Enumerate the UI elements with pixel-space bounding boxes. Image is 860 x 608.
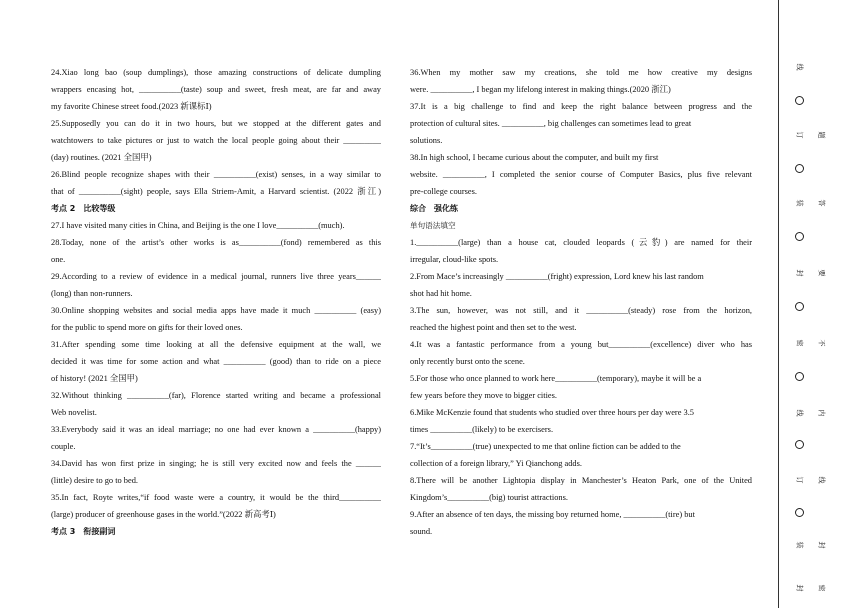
text-line: 24.Xiao long bao (soup dumplings), those amazing constructions of delicate dumpling [51,68,381,77]
text-line: sound. [410,527,433,536]
text-line: couple. [51,442,76,451]
text-line: for the public to spend more on gifts for their loved ones. [51,323,243,332]
section-heading: 考点 2 比较等级 [51,204,116,213]
text-line: 8.There will be another Lightopia display in Manchester’s Heaton Park, one of the United [410,476,752,485]
text-line: 33.Everybody said it was an ideal marriage; no one had ever known a __________(happy) [51,425,381,434]
text-line: (large) producer of greenhouse gases in the world.”(2022 新高考Ⅰ) [51,510,276,519]
text-line: 4.It was a fantastic performance from a young but__________(excellence) diver who has [410,340,752,349]
text-line: 7.“It’s__________(true) unexpected to me that online fiction can be added to the [410,442,681,451]
text-line: 34.David has won first prize in singing; he is still very excited now and feels the ______ [51,459,381,468]
binding-label: 线 [817,476,826,484]
binding-label: 订 [795,476,804,484]
left-column [51,64,381,540]
binding-hole [795,96,804,105]
text-line: (day) routines. (2021 全国甲) [51,153,152,162]
text-line: decided it was time for some action and what __________ (good) than to ride on a piece [51,357,381,366]
text-line: irregular, cloud-like spots. [410,255,499,264]
binding-label: 题 [817,131,826,139]
binding-label: 密 [795,339,804,347]
text-line: 28.Today, none of the artist’s other works is as__________(fond) remembered as this [51,238,381,247]
text-line: 9.After an absence of ten days, the missing boy returned home, __________(tire) but [410,510,695,519]
binding-label: 装 [795,199,804,207]
text-line: 32.Without thinking __________(far), Florence started writing and became a professional [51,391,381,400]
text-line: of history! (2021 全国甲) [51,374,138,383]
binding-label: 订 [795,131,804,139]
text-line: website. __________, I completed the senior course of Computer Basics, plus five relevant [410,170,752,179]
text-line: 26.Blind people recognize shapes with their __________(exist) senses, in a way similar to [51,170,381,179]
text-line: solutions. [410,136,443,145]
section-subheading: 单句语法填空 [410,221,456,230]
text-line: 30.Online shopping websites and social media apps have made it much __________ (easy) [51,306,381,315]
binding-label: 线 [795,409,804,417]
text-line: only recently burst onto the scene. [410,357,525,366]
binding-hole [795,372,804,381]
text-line: 6.Mike McKenzie found that students who studied over three hours per day were 3.5 [410,408,694,417]
binding-label: 密 [817,584,826,592]
text-line: protection of cultural sites. __________, big challenges can sometimes lead to great [410,119,692,128]
section-heading: 考点 3 衔接副词 [51,527,116,536]
text-line: 1.__________(large) than a house cat, clouded leopards (云豹) are named for their [410,238,752,247]
binding-hole [795,232,804,241]
binding-label: 要 [817,269,826,277]
text-line: 38.In high school, I became curious about the computer, and built my first [410,153,659,162]
binding-label: 线 [795,63,804,71]
text-line: one. [51,255,66,264]
text-line: 35.In fact, Royte writes,“if food waste were a country, it would be the third__________ [51,493,381,502]
text-line: 27.I have visited many cities in China, and Beijing is the one I love__________(much). [51,221,345,230]
text-line: watchtowers to take pictures or just to watch the local people going about their _________ [51,136,381,145]
binding-hole [795,164,804,173]
right-column [410,64,752,540]
text-line: 3.The sun, however, was not still, and it __________(steady) rose from the horizon, [410,306,752,315]
text-line: (long) than non-runners. [51,289,133,298]
binding-label: 封 [817,541,826,549]
binding-hole [795,508,804,517]
text-line: 29.According to a review of evidence in a medical journal, runners live three years______ [51,272,381,281]
text-line: 31.After spending some time looking at all the defensive equipment at the wall, we [51,340,381,349]
text-line: 25.Supposedly you can do it in two hours, but we stopped at the different gates and [51,119,381,128]
binding-label: 封 [795,584,804,592]
text-line: 36.When my mother saw my creations, she told me how creative my designs [410,68,752,77]
binding-label: 内 [817,409,826,417]
binding-line [778,0,779,608]
text-line: shot had hit home. [410,289,472,298]
text-line: 2.From Mace’s increasingly __________(fright) expression, Lord knew his last random [410,272,704,281]
binding-label: 不 [817,339,826,347]
text-line: were. __________, I began my lifelong interest in making things.(2020 浙江) [410,85,671,94]
text-line: my favorite Chinese street food.(2023 新课标Ⅰ) [51,102,212,111]
binding-label: 装 [795,541,804,549]
text-line: 37.It is a big challenge to find and keep the right balance between progress and the [410,102,752,111]
text-line: (little) desire to go to bed. [51,476,138,485]
text-line: pre-college courses. [410,187,477,196]
binding-hole [795,440,804,449]
text-line: Kingdom’s__________(big) tourist attractions. [410,493,568,502]
text-line: reached the highest point and then set to the west. [410,323,577,332]
binding-label: 封 [795,269,804,277]
binding-margin [784,0,860,608]
section-heading: 综合 强化练 [410,204,458,213]
binding-hole [795,302,804,311]
text-line: that of __________(sight) people, says Ella Striem-Amit, a Harvard scientist. (2022 浙江) [51,187,381,196]
text-line: few years before they move to bigger cities. [410,391,557,400]
text-line: collection of a foreign library,” Yi Qianchong adds. [410,459,582,468]
text-line: times __________(likely) to be exercisers. [410,425,554,434]
text-line: wrappers encasing hot, __________(taste) soup and sweet, fresh meat, are far and away [51,85,381,94]
text-line: 5.For those who once planned to work here__________(temporary), maybe it will be a [410,374,702,383]
binding-label: 答 [817,199,826,207]
text-line: Web novelist. [51,408,97,417]
